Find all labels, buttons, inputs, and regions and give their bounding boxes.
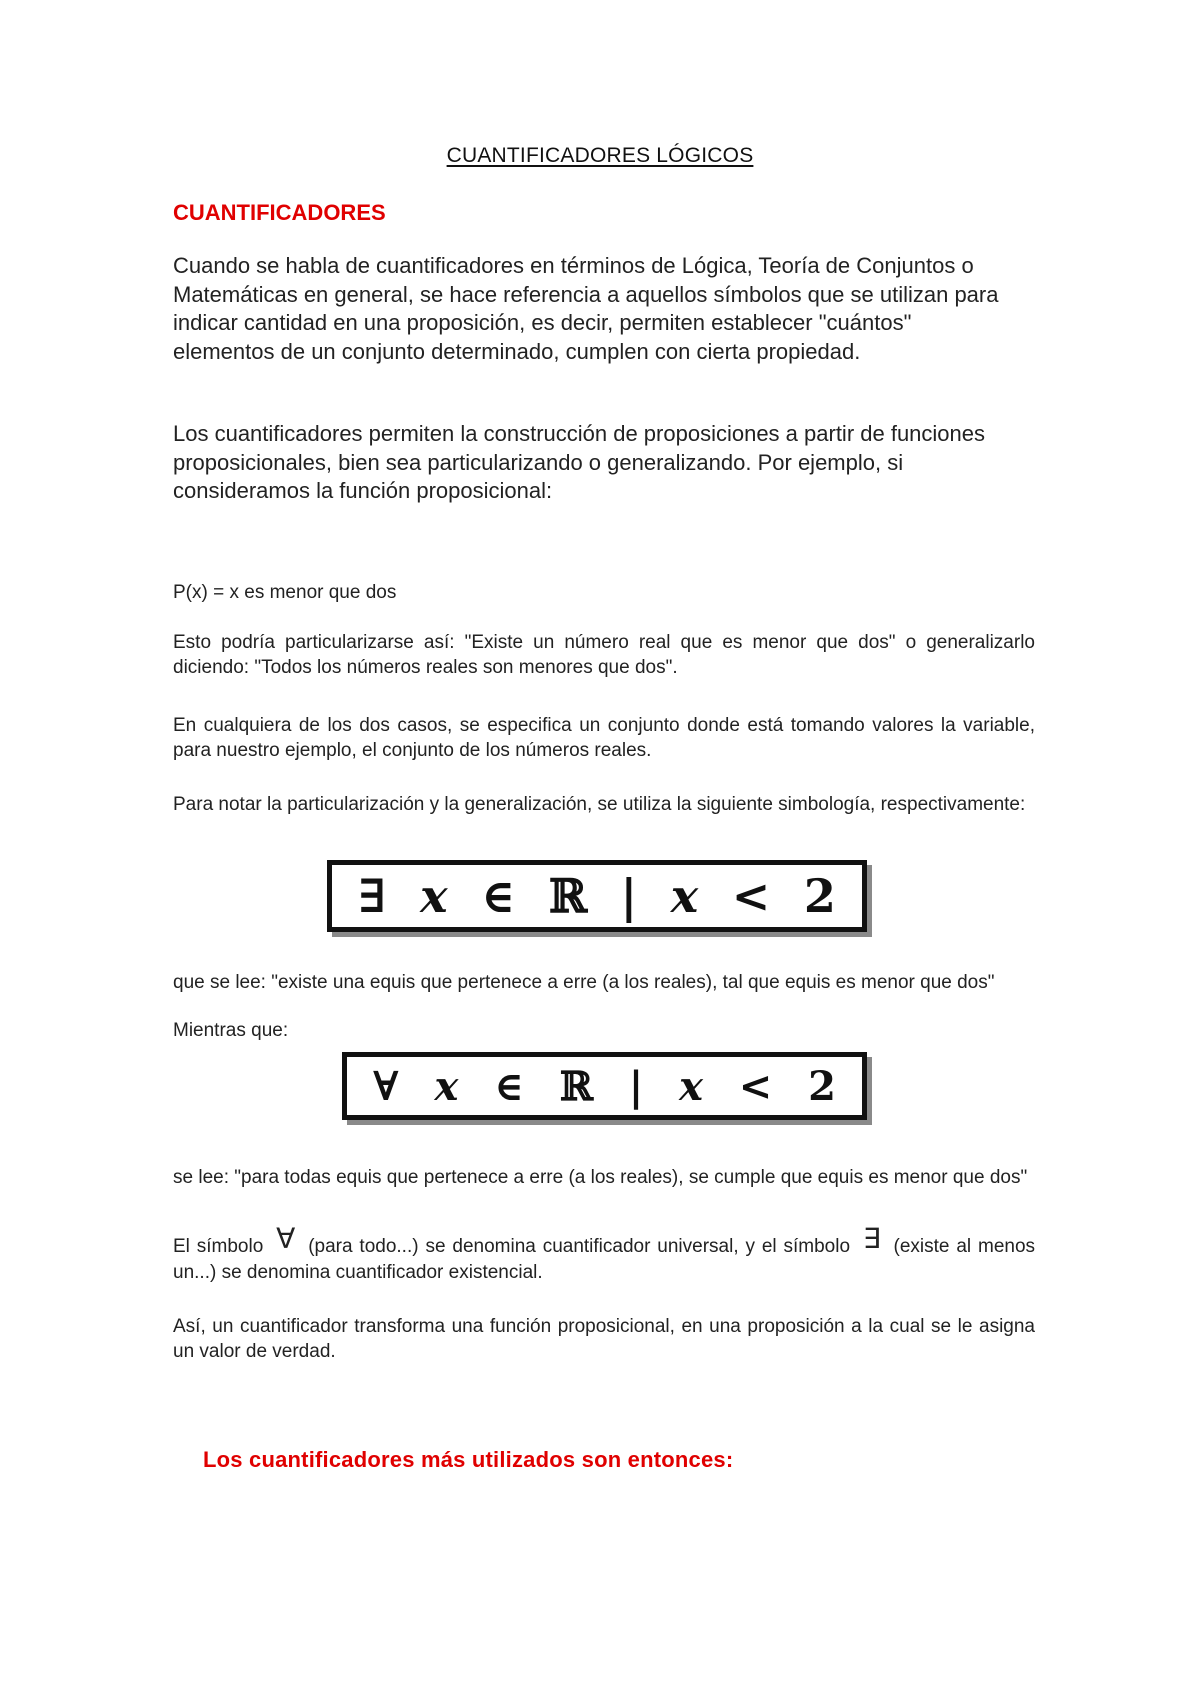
- formula-value: 2: [808, 1062, 836, 1110]
- formula-variable: x: [420, 869, 448, 923]
- forall-formula-box: [342, 1052, 867, 1120]
- second-paragraph: Los cuantificadores permiten la construcción de proposiciones a partir de funciones proposicionales, bien sea particularizando o generalizando. Por ejemplo, si consideramos la función proposicional:: [173, 421, 986, 503]
- less-than-symbol: <: [738, 1062, 773, 1110]
- exists-symbol: ∃: [358, 869, 387, 923]
- reals-symbol: ℝ: [559, 1062, 593, 1110]
- forall-inline-symbol: ∀: [276, 1222, 296, 1255]
- particularize-paragraph: Esto podría particularizarse así: "Existe un número real que es menor que dos" o generalizarlo diciendo: "Todos los números reales son menores que dos".: [173, 632, 1035, 678]
- section-heading: CUANTIFICADORES: [173, 200, 386, 225]
- symbols-paragraph: [173, 1222, 1036, 1286]
- formula-value: 2: [803, 869, 836, 923]
- conclusion-paragraph: Así, un cuantificador transforma una función proposicional, en una proposición a la cual se le asigna un valor de verdad.: [173, 1316, 1035, 1362]
- function-line: P(x) = x es menor que dos: [173, 582, 397, 603]
- element-of-symbol: ∈: [494, 1062, 524, 1110]
- formula-variable: x: [434, 1062, 459, 1110]
- exists-inline-symbol: ∃: [862, 1222, 881, 1255]
- formula-variable: x: [670, 869, 699, 923]
- such-that-bar: |: [628, 1062, 644, 1110]
- reals-symbol: ℝ: [548, 869, 587, 923]
- element-of-symbol: ∈: [481, 869, 516, 923]
- intro-paragraph: Cuando se habla de cuantificadores en términos de Lógica, Teoría de Conjuntos o Matemáticas en general, se hace referencia a aquellos símbolos que se utilizan para indicar cantidad en una proposición, es decir, permiten establecer "cuántos" elementos de un conjunto determinado, cumplen con cierta propiedad.: [173, 253, 999, 364]
- cases-paragraph: En cualquiera de los dos casos, se especifica un conjunto donde está tomando valores la variable, para nuestro ejemplo, el conjunto de los números reales.: [173, 715, 1035, 761]
- symbols-text-part1: El símbolo: [173, 1236, 264, 1257]
- forall-reading: se lee: "para todas equis que pertenece a erre (a los reales), se cumple que equis es menor que dos": [173, 1167, 1028, 1188]
- symbols-text-part2: (para todo...) se denomina cuantificador universal, y el símbolo: [308, 1236, 851, 1257]
- such-that-bar: |: [620, 869, 638, 923]
- symbols-text-part3: (existe al menos un...) se denomina cuantificador existencial.: [173, 1236, 1036, 1283]
- exists-reading: que se lee: "existe una equis que pertenece a erre (a los reales), tal que equis es menor que dos": [173, 972, 995, 993]
- exists-formula-box: [327, 860, 867, 932]
- bottom-heading: Los cuantificadores más utilizados son entonces:: [203, 1447, 734, 1472]
- forall-symbol: ∀: [373, 1062, 399, 1110]
- less-than-symbol: <: [731, 869, 771, 923]
- while-text: Mientras que:: [173, 1020, 289, 1041]
- formula-variable: x: [679, 1062, 703, 1110]
- document-title: CUANTIFICADORES LÓGICOS: [446, 144, 754, 167]
- notation-paragraph: Para notar la particularización y la generalización, se utiliza la siguiente simbología, respectivamente:: [173, 794, 1026, 815]
